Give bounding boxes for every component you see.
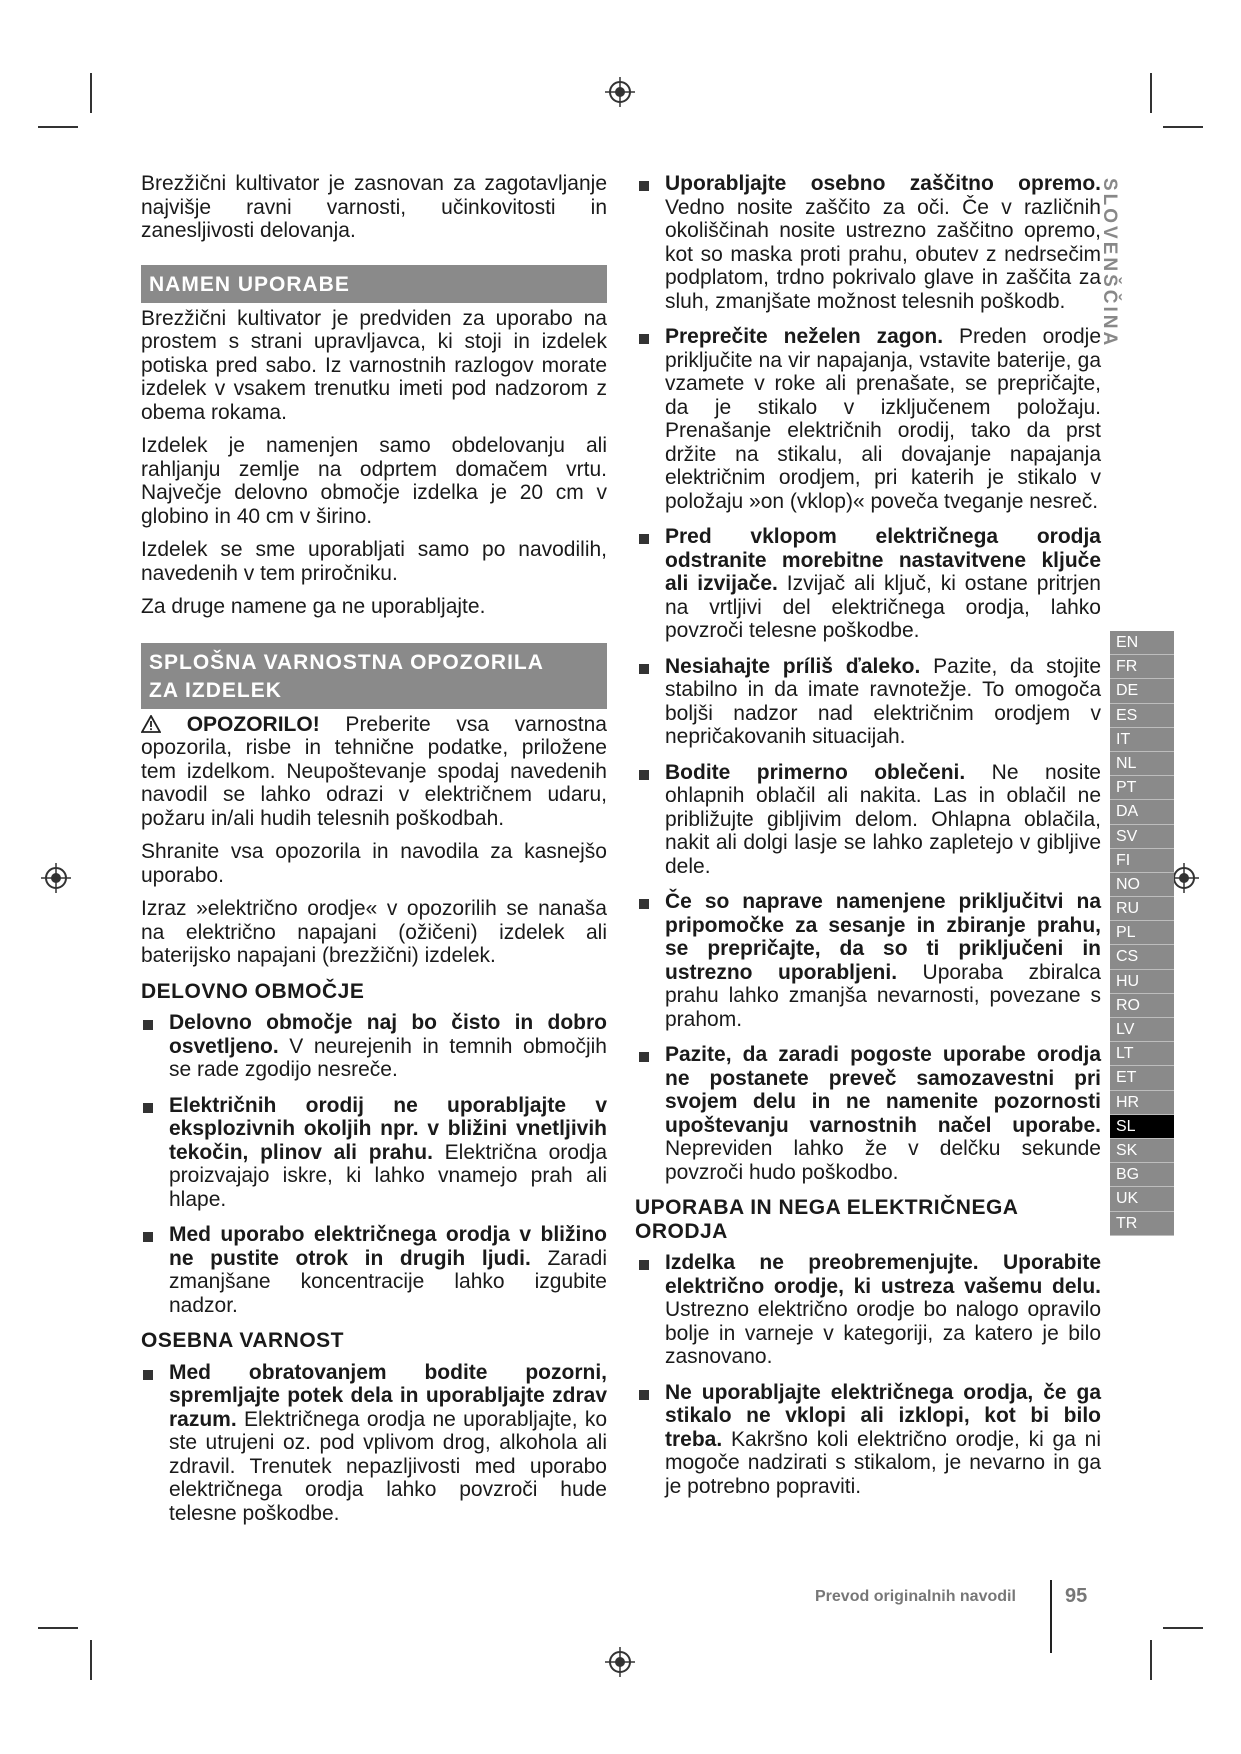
language-index bbox=[1110, 631, 1174, 1236]
warning-text: Preberite vsa varnostna opozorila, risbe in tehnične podatke, priložene tem izdelkom. Neupoštevanje spodaj navedenih navodil se lahko odrazi v električnem udaru, požaru in/ali hudih telesnih poškodbah. bbox=[141, 712, 607, 830]
crop-mark bbox=[38, 126, 78, 128]
paragraph: Brezžični kultivator je predviden za uporabo na prostem s strani upravljavca, ki stoji in izdelek potiska pred sabo. Iz varnostnih razlogov morate izdelek v vsakem trenutku imeti pod nadzorom z obema rokama. bbox=[141, 306, 607, 424]
list-item bbox=[637, 1381, 1101, 1499]
crop-mark bbox=[1163, 1627, 1203, 1629]
list-item-bold: Med obratovanjem bodite pozorni, spremljajte potek dela in uporabljajte zdrav razum. bbox=[169, 1360, 607, 1431]
bullet-square-icon bbox=[639, 534, 649, 544]
language-tab-nl[interactable]: NL bbox=[1110, 752, 1174, 776]
language-tab-hu[interactable]: HU bbox=[1110, 970, 1174, 994]
crop-mark bbox=[1150, 73, 1152, 113]
language-tab-sv[interactable]: SV bbox=[1110, 825, 1174, 849]
warning-triangle-icon bbox=[141, 715, 161, 733]
list-item bbox=[637, 761, 1101, 879]
bullet-square-icon bbox=[639, 770, 649, 780]
list-item-text: Pazite, da stojite stabilno in da imate ravnotežje. To omogoča boljši nadzor nad električnim orodjem v nepričakovanih situacijah. bbox=[665, 654, 1102, 748]
bullet-square-icon bbox=[143, 1232, 153, 1242]
list-item bbox=[141, 1361, 607, 1526]
bullet-square-icon bbox=[639, 1390, 649, 1400]
list-item-text: Električna orodja proizvajajo iskre, ki lahko vnamejo prah ali hlape. bbox=[169, 1140, 607, 1211]
bullet-square-icon bbox=[143, 1020, 153, 1030]
list-item bbox=[637, 525, 1101, 643]
subheading-work-area: DELOVNO OBMOČJE bbox=[141, 979, 365, 1003]
list-item-bold: Preprečite neželen zagon. bbox=[665, 325, 944, 348]
warning-label: OPOZORILO! bbox=[186, 712, 320, 736]
intro-paragraph: Brezžični kultivator je zasnovan za zagotavljanje najvišje ravni varnosti, učinkovitosti in zanesljivosti delovanja. bbox=[141, 172, 607, 242]
list-item bbox=[141, 1223, 607, 1317]
crop-mark bbox=[90, 73, 92, 113]
paragraph: Izraz »električno orodje« v opozorilih se nanaša na električno napajani (ožičeni) izdelek ali baterijsko napajani (brezžični) izdelek. bbox=[141, 897, 607, 967]
language-tab-fr[interactable]: FR bbox=[1110, 655, 1174, 679]
bullet-square-icon bbox=[639, 181, 649, 191]
language-tab-de[interactable]: DE bbox=[1110, 679, 1174, 703]
list-item bbox=[637, 890, 1101, 1031]
language-tab-uk[interactable]: UK bbox=[1110, 1187, 1174, 1211]
language-tab-lt[interactable]: LT bbox=[1110, 1042, 1174, 1066]
language-tab-pl[interactable]: PL bbox=[1110, 921, 1174, 945]
list-item-bold: Nesiahajte príliš ďaleko. bbox=[665, 654, 921, 678]
list-item bbox=[141, 1011, 607, 1082]
language-tab-sl[interactable]: SL bbox=[1110, 1115, 1174, 1139]
list-item bbox=[637, 1251, 1101, 1369]
list-item bbox=[637, 1043, 1101, 1184]
bullet-square-icon bbox=[639, 1260, 649, 1270]
subheading-line: UPORABA IN NEGA ELEKTRIČNEGA bbox=[635, 1196, 1019, 1219]
paragraph: Izdelek se sme uporabljati samo po navodilih, navedenih v tem priročniku. bbox=[141, 538, 607, 585]
section-title-safety-warnings bbox=[141, 643, 607, 709]
language-tab-sk[interactable]: SK bbox=[1110, 1139, 1174, 1163]
registration-mark-icon bbox=[605, 1647, 635, 1677]
crop-mark bbox=[1163, 126, 1203, 128]
paragraph: Za druge namene ga ne uporabljajte. bbox=[141, 595, 486, 618]
list-item-text: Kakršno koli električno orodje, ki ga ni mogoče nadzirati s stikalom, je nevarno in ga je potrebno popraviti. bbox=[665, 1427, 1101, 1498]
language-tab-fi[interactable]: FI bbox=[1110, 849, 1174, 873]
list-item-bold: Če so naprave namenjene priključitvi na pripomočke za sesanje in zbiranje prahu, se prepričajte, da so ti priključeni in ustrezno uporabljeni. bbox=[665, 890, 1101, 984]
list-item-text: Nepreviden lahko že v delčku sekunde povzroči hudo poškodbo. bbox=[665, 1137, 1101, 1184]
list-item-bold: Izdelka ne preobremenjujte. Uporabite električno orodje, ki ustreza vašemu delu. bbox=[665, 1251, 1101, 1298]
language-tab-no[interactable]: NO bbox=[1110, 873, 1174, 897]
language-tab-et[interactable]: ET bbox=[1110, 1066, 1174, 1090]
language-tab-es[interactable]: ES bbox=[1110, 704, 1174, 728]
language-tab-hr[interactable]: HR bbox=[1110, 1091, 1174, 1115]
language-tab-ru[interactable]: RU bbox=[1110, 897, 1174, 921]
list-item-bold: Delovno območje naj bo čisto in dobro osvetljeno. bbox=[169, 1011, 607, 1058]
list-item-bold: Električnih orodij ne uporabljajte v eksplozivnih okoljih npr. v bližini vnetljivih tekočin, plinov ali prahu. bbox=[169, 1093, 607, 1164]
list-item-bold: Bodite primerno oblečeni. bbox=[665, 760, 966, 784]
bullet-square-icon bbox=[639, 899, 649, 909]
language-tab-cs[interactable]: CS bbox=[1110, 945, 1174, 969]
language-tab-pt[interactable]: PT bbox=[1110, 776, 1174, 800]
language-tab-lv[interactable]: LV bbox=[1110, 1018, 1174, 1042]
list-item bbox=[637, 655, 1101, 749]
list-item-text: Ne nosite ohlapnih oblačil ali nakita. Las in oblačil ne približujte gibljivim delom. Ohlapna oblačila, nakit ali dolgi lasje se lahko zapletejo v gibljive dele. bbox=[665, 760, 1101, 878]
crop-mark bbox=[90, 1640, 92, 1680]
language-tab-tr[interactable]: TR bbox=[1110, 1212, 1174, 1236]
footer-title: Prevod originalnih navodil bbox=[815, 1588, 1016, 1605]
section-title-line: ZA IZDELEK bbox=[149, 678, 282, 702]
warning-paragraph bbox=[141, 713, 607, 831]
bullet-square-icon bbox=[143, 1103, 153, 1113]
side-language-label: SLOVENŠČINA bbox=[1099, 178, 1120, 349]
list-item-text: Električnega orodja ne uporabljajte, ko ste utrujeni oz. pod vplivom drog, alkohola ali zdravil. Trenutek nepazljivosti med uporabo električnega orodja lahko povzroči hude telesne poškodbe. bbox=[169, 1407, 607, 1525]
list-item-text: V neurejenih in temnih območjih se rade zgodijo nesreče. bbox=[169, 1034, 607, 1081]
section-title-line: SPLOŠNA VARNOSTNA OPOZORILA bbox=[149, 650, 544, 674]
paragraph: Shranite vsa opozorila in navodila za kasnejšo uporabo. bbox=[141, 840, 607, 887]
bullet-square-icon bbox=[639, 664, 649, 674]
page-number: 95 bbox=[1065, 1585, 1088, 1607]
bullet-square-icon bbox=[143, 1370, 153, 1380]
list-item bbox=[637, 325, 1101, 513]
section-title-intended-use: NAMEN UPORABE bbox=[141, 265, 607, 303]
list-item-bold: Ne uporabljajte električnega orodja, če ga stikalo ne vklopi ali izklopi, kot bi bilo treba. bbox=[665, 1380, 1101, 1451]
language-tab-en[interactable]: EN bbox=[1110, 631, 1174, 655]
list-item-text: Preden orodje priključite na vir napajanja, vstavite baterije, ga vzamete v roke ali prenašate, se prepričajte, da je stikalo v izključenem položaju. Prenašanje električnih orodij, tako da prst držite na stikalu, ali dovajanje napajanja električnim orodjem, pri katerih je stikalo v položaju »on (vklop)« poveča tveganje nesreč. bbox=[665, 325, 1101, 513]
list-item-bold: Med uporabo električnega orodja v bližino ne pustite otrok in drugih ljudi. bbox=[169, 1223, 607, 1270]
subheading-tool-use bbox=[635, 1196, 1101, 1243]
crop-mark bbox=[38, 1627, 78, 1629]
list-item-bold: Uporabljajte osebno zaščitno opremo. bbox=[665, 172, 1101, 195]
subheading-personal-safety: OSEBNA VARNOST bbox=[141, 1329, 345, 1352]
list-item-text: Izvijač ali ključ, ki ostane pritrjen na vrtljivi del električnega orodja, lahko povzroči telesne poškodbe. bbox=[665, 572, 1101, 642]
language-tab-da[interactable]: DA bbox=[1110, 800, 1174, 824]
bullet-square-icon bbox=[639, 334, 649, 344]
footer-divider bbox=[1050, 1580, 1052, 1653]
registration-mark-icon bbox=[41, 863, 71, 893]
right-column bbox=[637, 172, 1101, 1510]
list-item bbox=[141, 1094, 607, 1212]
language-tab-bg[interactable]: BG bbox=[1110, 1163, 1174, 1187]
subheading-line: ORODJA bbox=[635, 1219, 728, 1243]
list-item-text: Uporaba zbiralca prahu lahko zmanjša nevarnosti, povezane s prahom. bbox=[665, 960, 1101, 1031]
list-item-text: Zaradi zmanjšane koncentracije lahko izgubite nadzor. bbox=[169, 1246, 607, 1317]
list-item-bold: Pazite, da zaradi pogoste uporabe orodja ne postanete preveč samozavestni pri svojem delu in ne namenite pozornosti upoštevanju varnostnih načel uporabe. bbox=[665, 1043, 1101, 1137]
list-item-text: Ustrezno električno orodje bo nalogo opravilo bolje in varneje v kategoriji, za katero je bilo zasnovano. bbox=[665, 1298, 1101, 1368]
language-tab-ro[interactable]: RO bbox=[1110, 994, 1174, 1018]
paragraph: Izdelek je namenjen samo obdelovanju ali rahljanju zemlje na odprtem domačem vrtu. Največje delovno območje izdelka je 20 cm v globino in 40 cm v širino. bbox=[141, 434, 607, 528]
list-item-bold: Pred vklopom električnega orodja odstranite morebitne nastavitvene ključe ali izvijače. bbox=[665, 525, 1101, 595]
list-item-text: Vedno nosite zaščito za oči. Če v različnih okoliščinah nosite ustrezno zaščitno opremo, kot so maska proti prahu, obutev z nedrsečim podplatom, trdno pokrivalo glave in zaščita za sluh, zmanjšate možnost telesnih poškodb. bbox=[665, 195, 1101, 313]
language-tab-it[interactable]: IT bbox=[1110, 728, 1174, 752]
bullet-square-icon bbox=[639, 1052, 649, 1062]
crop-mark bbox=[1150, 1640, 1152, 1680]
registration-mark-icon bbox=[605, 77, 635, 107]
left-column bbox=[141, 172, 607, 1537]
list-item bbox=[637, 172, 1101, 313]
